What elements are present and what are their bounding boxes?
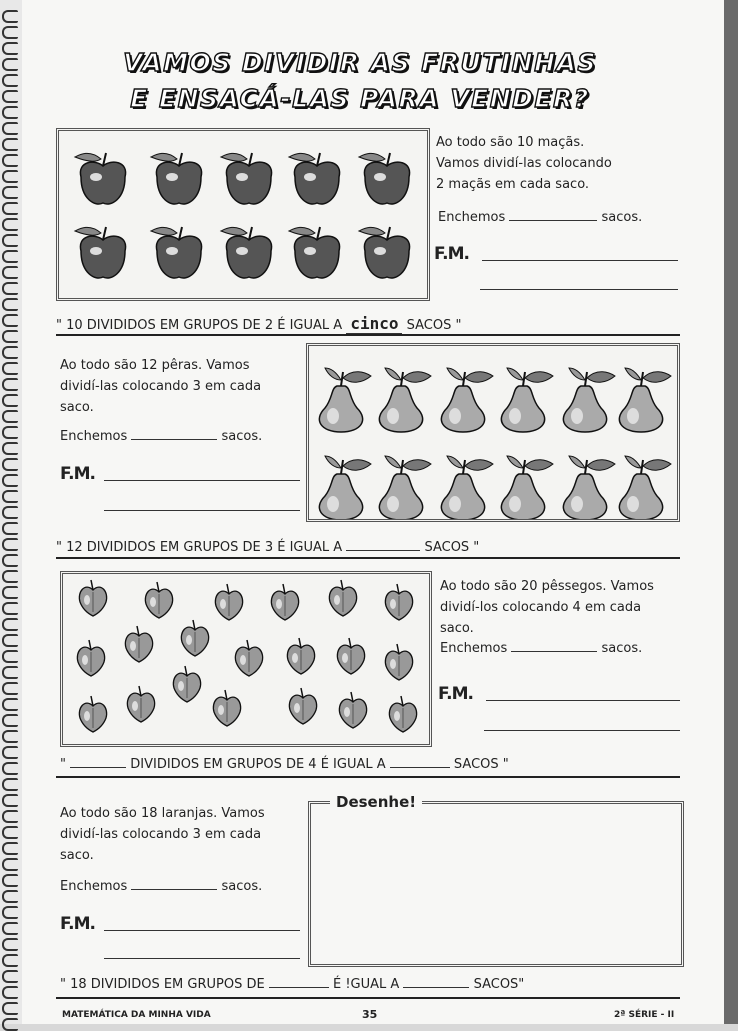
binding-coil xyxy=(2,650,18,663)
peaches-box xyxy=(60,571,432,747)
page-title-line1: VAMOS DIVIDIR AS FRUTINHAS xyxy=(123,48,597,77)
page-edge xyxy=(724,0,738,1024)
peach-icon xyxy=(79,696,106,732)
peaches-sentence xyxy=(60,755,509,772)
peaches-text-line: saco. xyxy=(440,621,474,636)
binding-coil xyxy=(2,858,18,871)
peach-icon xyxy=(79,580,106,616)
binding-coil xyxy=(2,410,18,423)
peach-icon xyxy=(329,580,356,616)
pear-icon xyxy=(319,456,371,519)
binding-coil xyxy=(2,602,18,615)
binding-coil xyxy=(2,794,18,807)
peaches-problem-text xyxy=(440,576,654,639)
binding-coil xyxy=(2,138,18,151)
sentence-end: SACOS " xyxy=(424,540,480,555)
divider xyxy=(56,334,680,336)
binding-coil xyxy=(2,298,18,311)
pears-fill-row xyxy=(60,426,262,447)
pear-icon xyxy=(441,368,493,432)
pear-icon xyxy=(501,368,553,432)
apple-icon xyxy=(289,153,340,204)
apples-sentence xyxy=(56,314,461,333)
peaches-sentence-total[interactable] xyxy=(70,755,126,768)
peach-icon xyxy=(271,584,298,620)
apples-sacks-answer[interactable] xyxy=(509,208,597,221)
binding-coil xyxy=(2,202,18,215)
binding-coil xyxy=(2,234,18,247)
spiral-binding xyxy=(0,0,22,1024)
apple-icon xyxy=(359,153,410,204)
pears-fm-line-2[interactable] xyxy=(104,510,300,511)
divider xyxy=(56,997,680,999)
binding-coil xyxy=(2,890,18,903)
pear-icon xyxy=(619,456,671,519)
apple-icon xyxy=(75,153,126,204)
binding-coil xyxy=(2,218,18,231)
binding-coil xyxy=(2,906,18,919)
pears-fm-line-1[interactable] xyxy=(104,480,300,481)
divider xyxy=(56,776,680,778)
binding-coil xyxy=(2,874,18,887)
oranges-sentence xyxy=(60,975,524,992)
binding-coil xyxy=(2,426,18,439)
binding-coil xyxy=(2,586,18,599)
binding-coil xyxy=(2,442,18,455)
apples-text-line: Vamos dividí-las colocando xyxy=(436,156,612,171)
binding-coil xyxy=(2,282,18,295)
apple-icon xyxy=(221,227,272,278)
binding-coil xyxy=(2,826,18,839)
pear-icon xyxy=(379,456,431,519)
fill-unit: sacos. xyxy=(601,210,643,225)
apples-fm-line-2[interactable] xyxy=(480,289,678,290)
binding-coil xyxy=(2,154,18,167)
peach-icon xyxy=(127,686,154,722)
peach-icon xyxy=(77,640,104,676)
peaches-fill-row xyxy=(440,638,642,659)
binding-coil xyxy=(2,362,18,375)
pear-icon xyxy=(501,456,553,519)
apple-icon xyxy=(151,153,202,204)
oranges-text-line: Ao todo são 18 laranjas. Vamos xyxy=(60,806,265,821)
sentence-end: SACOS " xyxy=(453,757,509,772)
binding-coil xyxy=(2,714,18,727)
fill-label: Enchemos xyxy=(60,429,128,444)
binding-coil xyxy=(2,394,18,407)
fill-label: Enchemos xyxy=(440,641,508,656)
peach-icon xyxy=(181,620,208,656)
binding-coil xyxy=(2,506,18,519)
binding-coil xyxy=(2,378,18,391)
fill-unit: sacos. xyxy=(221,429,263,444)
binding-coil xyxy=(2,986,18,999)
peaches-sacks-answer[interactable] xyxy=(511,639,597,652)
oranges-problem-text xyxy=(60,803,265,866)
oranges-sentence-group[interactable] xyxy=(269,975,329,988)
oranges-fm-label: F.M. xyxy=(60,914,95,934)
pear-icon xyxy=(319,368,371,432)
binding-coil xyxy=(2,74,18,87)
apples-box xyxy=(56,128,430,301)
pears-fm-label: F.M. xyxy=(60,464,95,484)
apples-fm-line-1[interactable] xyxy=(482,260,678,261)
peach-icon xyxy=(145,582,172,618)
binding-coil xyxy=(2,42,18,55)
binding-coil xyxy=(2,970,18,983)
peaches-text-line: dividí-los colocando 4 em cada xyxy=(440,600,642,615)
oranges-fm-line-2[interactable] xyxy=(104,958,300,959)
binding-coil xyxy=(2,570,18,583)
apple-icon xyxy=(359,227,410,278)
apple-icon xyxy=(151,227,202,278)
binding-coil xyxy=(2,58,18,71)
pear-icon xyxy=(441,456,493,519)
divider xyxy=(56,557,680,559)
pears-sentence xyxy=(56,538,479,555)
binding-coil xyxy=(2,810,18,823)
fill-label: Enchemos xyxy=(438,210,506,225)
binding-coil xyxy=(2,314,18,327)
apples-fill-row xyxy=(438,207,642,228)
binding-coil xyxy=(2,634,18,647)
peaches-fm-line-1[interactable] xyxy=(486,700,680,701)
peaches-sentence-answer[interactable] xyxy=(390,755,450,768)
pears-text-line: Ao todo são 12 pêras. Vamos xyxy=(60,358,250,373)
binding-coil xyxy=(2,26,18,39)
pears-illustration xyxy=(309,346,677,519)
footer-page-number: 35 xyxy=(362,1008,378,1021)
peach-icon xyxy=(337,638,364,674)
peaches-fm-label: F.M. xyxy=(438,684,473,704)
binding-coil xyxy=(2,186,18,199)
oranges-text-line: saco. xyxy=(60,848,94,863)
binding-coil xyxy=(2,330,18,343)
peach-icon xyxy=(289,688,316,724)
peaches-illustration xyxy=(63,574,429,744)
pear-icon xyxy=(563,456,615,519)
binding-coil xyxy=(2,778,18,791)
pears-box xyxy=(306,343,680,522)
binding-coil xyxy=(2,746,18,759)
binding-coil xyxy=(2,730,18,743)
binding-coil xyxy=(2,554,18,567)
pears-sentence-answer[interactable] xyxy=(346,538,420,551)
pear-icon xyxy=(563,368,615,432)
pears-problem-text xyxy=(60,355,261,418)
binding-coil xyxy=(2,666,18,679)
binding-coil xyxy=(2,170,18,183)
sentence-start: " 18 DIVIDIDOS EM GRUPOS DE xyxy=(60,977,265,992)
binding-coil xyxy=(2,842,18,855)
binding-coil xyxy=(2,522,18,535)
sentence-middle: É !GUAL A xyxy=(332,977,400,992)
binding-coil xyxy=(2,90,18,103)
binding-coil xyxy=(2,106,18,119)
peach-icon xyxy=(215,584,242,620)
pear-icon xyxy=(619,368,671,432)
binding-coil xyxy=(2,10,18,23)
binding-coil xyxy=(2,474,18,487)
peach-icon xyxy=(125,626,152,662)
binding-coil xyxy=(2,1018,18,1031)
apples-text-line: Ao todo são 10 maçãs. xyxy=(436,135,585,150)
binding-coil xyxy=(2,922,18,935)
binding-coil xyxy=(2,250,18,263)
peach-icon xyxy=(385,644,412,680)
footer-book-title: MATEMÁTICA DA MINHA VIDA xyxy=(62,1010,211,1020)
apples-problem-text xyxy=(436,132,612,195)
oranges-fm-line-1[interactable] xyxy=(104,930,300,931)
binding-coil xyxy=(2,618,18,631)
sentence-end: SACOS " xyxy=(406,318,462,333)
fill-unit: sacos. xyxy=(601,641,643,656)
binding-coil xyxy=(2,490,18,503)
pears-sacks-answer[interactable] xyxy=(131,427,217,440)
peach-icon xyxy=(339,692,366,728)
peach-icon xyxy=(235,640,262,676)
peach-icon xyxy=(173,666,200,702)
oranges-text-line: dividí-las colocando 3 em cada xyxy=(60,827,262,842)
apples-text-line: 2 maçãs em cada saco. xyxy=(436,177,590,192)
binding-coil xyxy=(2,682,18,695)
binding-coil xyxy=(2,538,18,551)
peaches-text-line: Ao todo são 20 pêssegos. Vamos xyxy=(440,579,654,594)
peach-icon xyxy=(287,638,314,674)
drawing-area[interactable] xyxy=(308,801,684,967)
sentence-end: SACOS" xyxy=(473,977,525,992)
peach-icon xyxy=(213,690,240,726)
sentence-start: " 12 DIVIDIDOS EM GRUPOS DE 3 É IGUAL A xyxy=(56,540,343,555)
binding-coil xyxy=(2,266,18,279)
apples-sentence-answer[interactable]: cinco xyxy=(346,314,402,334)
apples-illustration xyxy=(59,131,427,298)
peach-icon xyxy=(389,696,416,732)
oranges-sacks-answer[interactable] xyxy=(131,877,217,890)
oranges-fill-row xyxy=(60,876,262,897)
fill-label: Enchemos xyxy=(60,879,128,894)
page-title-line2: E ENSACÁ-LAS PARA VENDER? xyxy=(130,84,590,113)
pears-text-line: saco. xyxy=(60,400,94,415)
binding-coil xyxy=(2,938,18,951)
sentence-start: " 10 DIVIDIDOS EM GRUPOS DE 2 É IGUAL A xyxy=(56,318,343,333)
sentence-start: " xyxy=(60,757,66,772)
drawing-area-label: Desenhe! xyxy=(330,793,422,811)
pears-text-line: dividí-las colocando 3 em cada xyxy=(60,379,262,394)
apple-icon xyxy=(221,153,272,204)
sentence-middle: DIVIDIDOS EM GRUPOS DE 4 É IGUAL A xyxy=(130,757,386,772)
binding-coil xyxy=(2,954,18,967)
peaches-fm-line-2[interactable] xyxy=(484,730,680,731)
binding-coil xyxy=(2,346,18,359)
oranges-sentence-answer[interactable] xyxy=(403,975,469,988)
footer-grade: 2ª SÉRIE - II xyxy=(614,1010,675,1020)
peach-icon xyxy=(385,584,412,620)
binding-coil xyxy=(2,458,18,471)
binding-coil xyxy=(2,762,18,775)
apple-icon xyxy=(289,227,340,278)
apple-icon xyxy=(75,227,126,278)
fill-unit: sacos. xyxy=(221,879,263,894)
binding-coil xyxy=(2,698,18,711)
binding-coil xyxy=(2,122,18,135)
apples-fm-label: F.M. xyxy=(434,244,469,264)
binding-coil xyxy=(2,1002,18,1015)
pear-icon xyxy=(379,368,431,432)
